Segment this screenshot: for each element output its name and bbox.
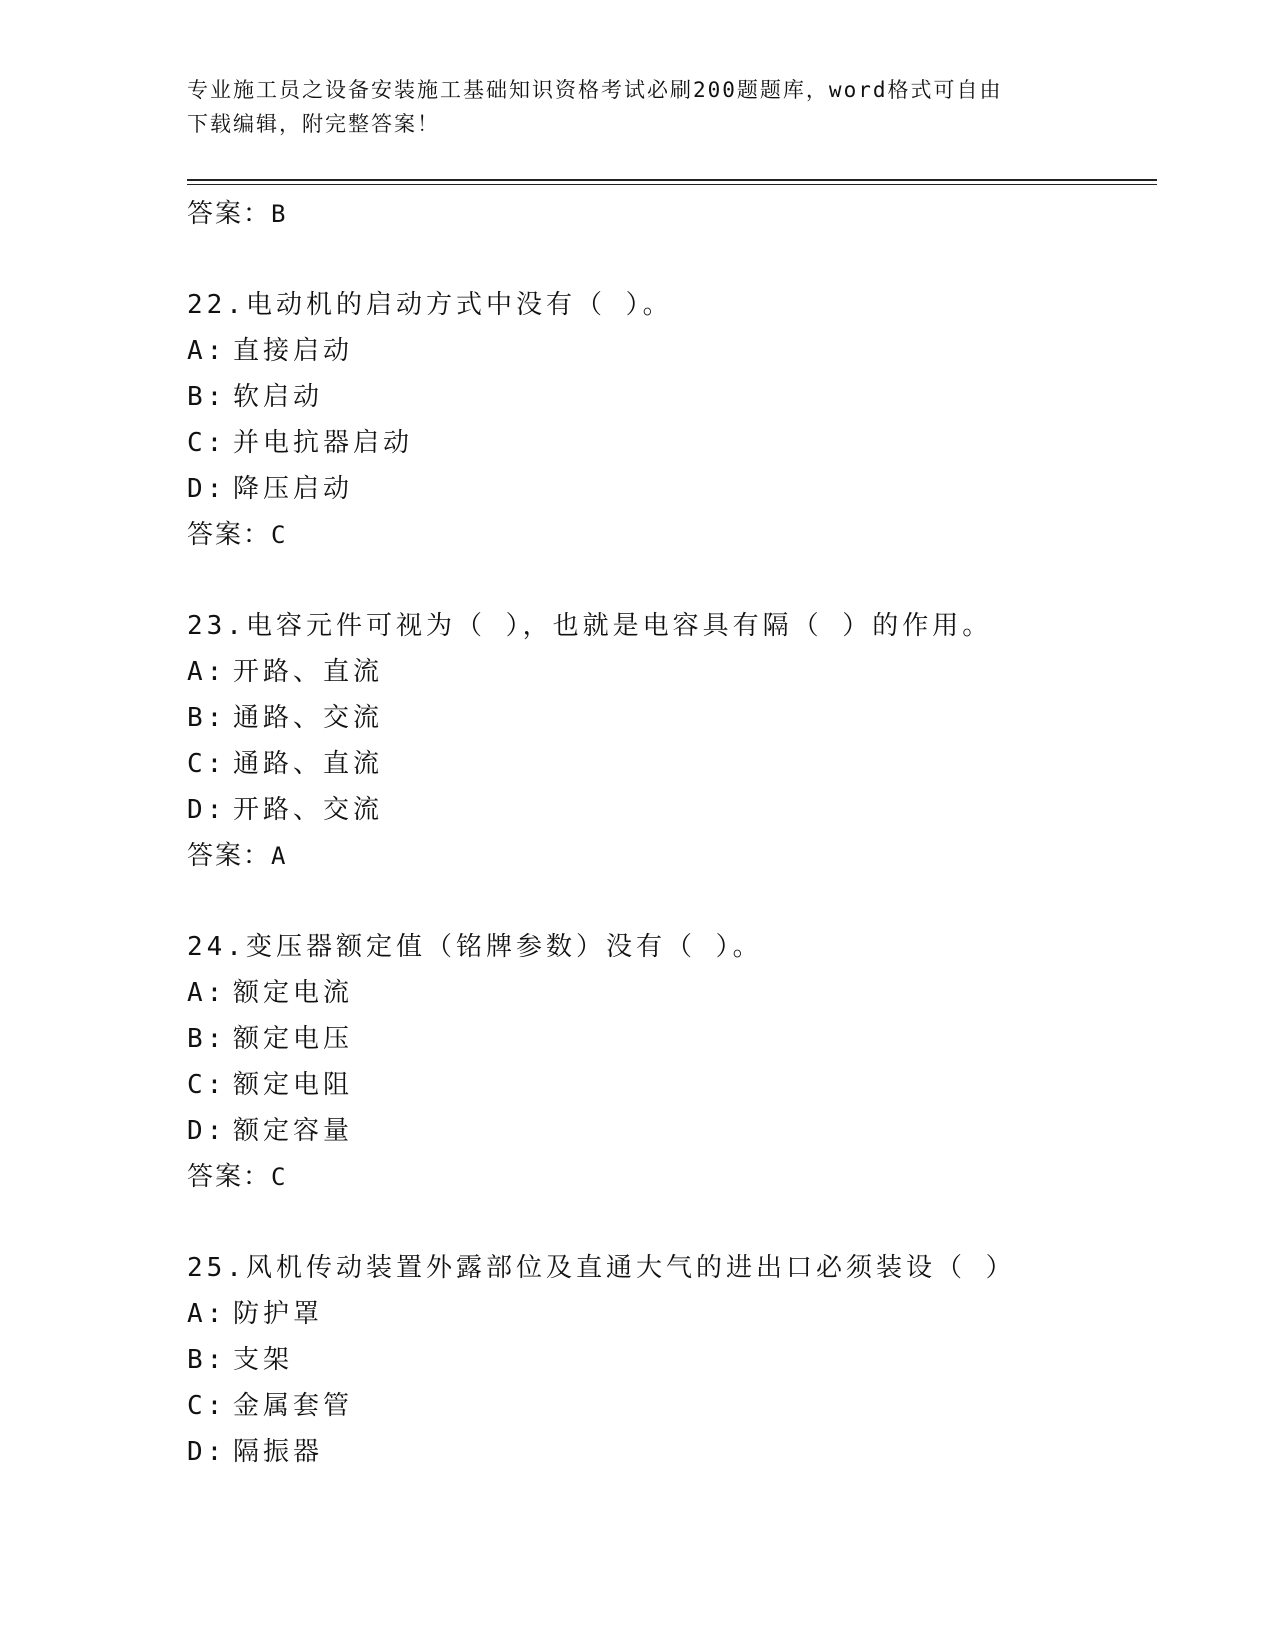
option-text: 额定容量 xyxy=(233,1116,354,1146)
option-a xyxy=(187,970,1157,1016)
answer-value: B xyxy=(271,200,288,228)
header-divider-thin xyxy=(187,184,1157,185)
option-letter: D: xyxy=(187,474,227,504)
option-text: 隔振器 xyxy=(233,1437,324,1467)
option-d xyxy=(187,466,1157,512)
option-text: 降压启动 xyxy=(233,474,354,504)
answer-value: C xyxy=(271,1163,288,1191)
answer-label: 答案： xyxy=(187,520,272,550)
answer-label: 答案： xyxy=(187,1162,272,1192)
option-text: 防护罩 xyxy=(233,1299,324,1329)
option-text: 额定电流 xyxy=(233,978,354,1008)
option-a xyxy=(187,328,1157,374)
header-divider-thick xyxy=(187,179,1157,181)
option-text: 软启动 xyxy=(233,382,324,412)
spacer xyxy=(187,879,1157,924)
option-text: 金属套管 xyxy=(233,1391,354,1421)
question-22: 22.电动机的启动方式中没有（ ）。 xyxy=(187,290,673,320)
option-text: 并电抗器启动 xyxy=(233,428,414,458)
question-23: 23.电容元件可视为（ ），也就是电容具有隔（ ）的作用。 xyxy=(187,611,993,641)
spacer xyxy=(187,558,1157,603)
document-header xyxy=(187,73,1087,141)
spacer xyxy=(187,237,1157,282)
option-b xyxy=(187,374,1157,420)
option-letter: D: xyxy=(187,795,227,825)
header-line-2: 下载编辑，附完整答案！ xyxy=(187,112,440,136)
option-c xyxy=(187,420,1157,466)
answer-label: 答案： xyxy=(187,841,272,871)
option-text: 开路、交流 xyxy=(233,795,384,825)
option-letter: A: xyxy=(187,978,227,1008)
option-text: 通路、交流 xyxy=(233,703,384,733)
option-text: 通路、直流 xyxy=(233,749,384,779)
option-text: 额定电压 xyxy=(233,1024,354,1054)
header-line-1: 专业施工员之设备安装施工基础知识资格考试必刷200题题库，word格式可自由 xyxy=(187,78,1003,102)
question-list xyxy=(187,191,1157,1475)
option-a xyxy=(187,649,1157,695)
option-text: 开路、直流 xyxy=(233,657,384,687)
option-c xyxy=(187,741,1157,787)
option-d xyxy=(187,1429,1157,1475)
answer-value: A xyxy=(271,842,288,870)
option-letter: A: xyxy=(187,336,227,366)
answer-line xyxy=(187,1154,1157,1200)
option-text: 支架 xyxy=(233,1345,294,1375)
option-d xyxy=(187,1108,1157,1154)
option-a xyxy=(187,1291,1157,1337)
option-letter: C: xyxy=(187,749,227,779)
option-letter: C: xyxy=(187,428,227,458)
answer-line xyxy=(187,833,1157,879)
option-letter: D: xyxy=(187,1437,227,1467)
option-letter: A: xyxy=(187,1299,227,1329)
option-letter: C: xyxy=(187,1391,227,1421)
option-letter: B: xyxy=(187,1024,227,1054)
answer-value: C xyxy=(271,521,288,549)
answer-label: 答案： xyxy=(187,199,272,229)
option-b xyxy=(187,695,1157,741)
option-b xyxy=(187,1337,1157,1383)
question-25: 25.风机传动装置外露部位及直通大气的进出口必须装设（ ） xyxy=(187,1253,1016,1283)
option-b xyxy=(187,1016,1157,1062)
option-letter: B: xyxy=(187,1345,227,1375)
option-c xyxy=(187,1062,1157,1108)
option-letter: B: xyxy=(187,703,227,733)
spacer xyxy=(187,1200,1157,1245)
option-c xyxy=(187,1383,1157,1429)
option-letter: C: xyxy=(187,1070,227,1100)
option-text: 直接启动 xyxy=(233,336,354,366)
option-d xyxy=(187,787,1157,833)
answer-line xyxy=(187,512,1157,558)
option-letter: D: xyxy=(187,1116,227,1146)
answer-line xyxy=(187,191,1157,237)
option-letter: A: xyxy=(187,657,227,687)
question-24: 24.变压器额定值（铭牌参数）没有（ ）。 xyxy=(187,932,763,962)
option-text: 额定电阻 xyxy=(233,1070,354,1100)
option-letter: B: xyxy=(187,382,227,412)
